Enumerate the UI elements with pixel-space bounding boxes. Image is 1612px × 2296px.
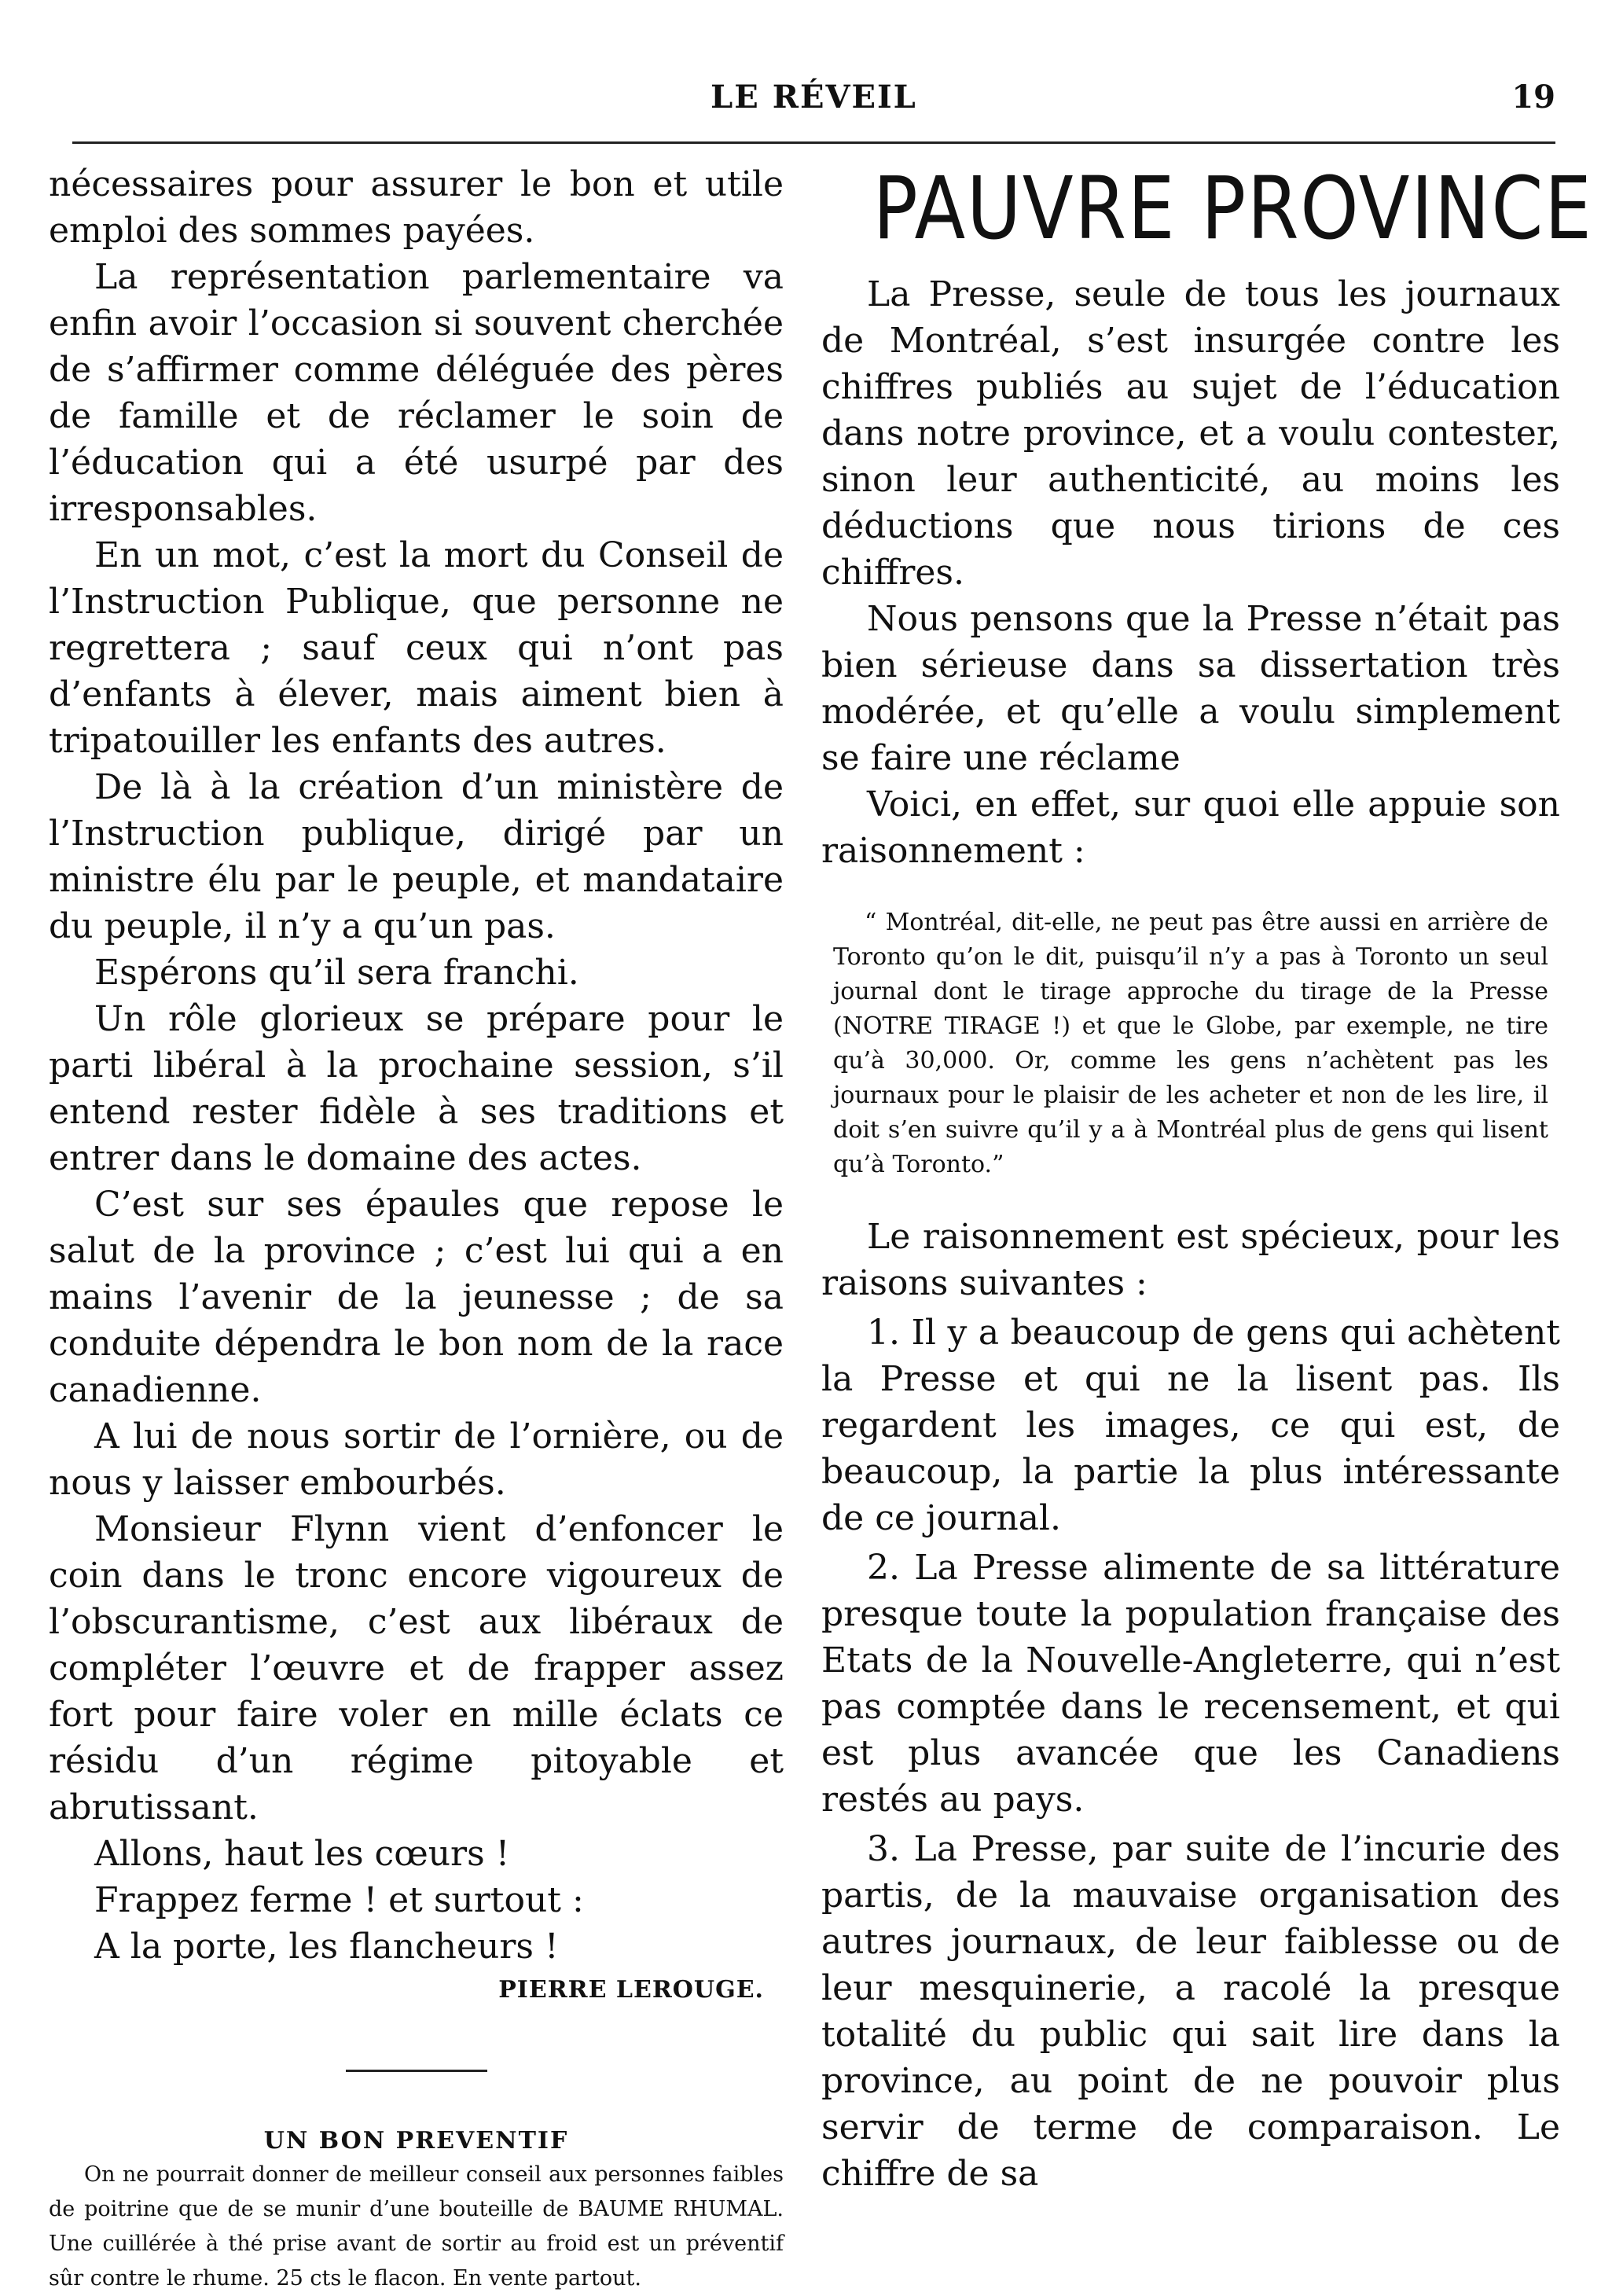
paragraph: A lui de nous sortir de l’ornière, ou de nous y laisser embourbés. — [49, 1416, 784, 1503]
paragraph: Frappez ferme ! et surtout : — [94, 1880, 584, 1920]
paragraph: Un rôle glorieux se prépare pour le parti libéral à la prochaine session, s’il entend rester fidèle à ses traditions et entrer dans le domaine des actes. — [49, 999, 784, 1178]
section-divider — [346, 2070, 487, 2072]
paragraph: nécessaires pour assurer le bon et utile emploi des sommes payées. — [49, 164, 784, 251]
paragraph: De là à la création d’un ministère de l’Instruction publique, dirigé par un ministre élu par le peuple, et mandataire du peuple, il n’y a qu’un pas. — [49, 767, 784, 946]
paragraph: La représentation parlementaire va enfin avoir l’occasion si souvent cherchée de s’affirmer comme déléguée des pères de famille et de réclamer le soin de l’éducation qui a été usurpé par des irresponsables. — [49, 257, 784, 529]
paragraph: Nous pensons que la Presse n’était pas bien sérieuse dans sa dissertation très modérée, et qu’elle a voulu simplement se faire une réclame — [821, 599, 1560, 778]
paragraph: En un mot, c’est la mort du Conseil de l’Instruction Publique, que personne ne regrettera ; sauf ceux qui n’ont pas d’enfants à élever, mais aiment bien à tripatouiller les enfants des autres. — [49, 535, 784, 761]
paragraph: 3. La Presse, par suite de l’incurie des partis, de la mauvaise organisation des autres journaux, de leur faiblesse ou de leur mesquinerie, a racolé la presque totalité du public qui sait lire dans la province, au point de ne pouvoir plus servir de terme de comparaison. Le chiffre de sa — [821, 1829, 1560, 2194]
advertisement-text: On ne pourrait donner de meilleur conseil aux personnes faibles de poitrine que de se munir d’une bouteille de BAUME RHUMAL. Une cuillérée à thé prise avant de sortir au froid est un préventif sûr contre le rhume. 25 cts le flacon. En vente partout. — [49, 2162, 784, 2290]
newspaper-title: LE RÉVEIL — [711, 79, 917, 116]
paragraph: Voici, en effet, sur quoi elle appuie son raisonnement : — [821, 784, 1560, 871]
paragraph: C’est sur ses épaules que repose le salut de la province ; c’est lui qui a en mains l’avenir de la jeunesse ; de sa conduite dépendra le bon nom de la race canadienne. — [49, 1185, 784, 1410]
block-quote: “ Montréal, dit-elle, ne peut pas être aussi en arrière de Toronto qu’on le dit, puisqu’il n’y a pas à Toronto un seul journal dont le tirage approche du tirage de la Presse (NOTRE TIRAGE !) et que le Globe, par exemple, ne tire qu’à 30,000. Or, comme les gens n’achètent pas les journaux pour le plaisir de les acheter et non de les lire, il doit s’en suivre qu’il y a à Montréal plus de gens qui lisent qu’à Toronto.” — [833, 909, 1548, 1178]
paragraph: Allons, haut les cœurs ! — [94, 1834, 510, 1874]
paragraph: Monsieur Flynn vient d’enfoncer le coin dans le tronc encore vigoureux de l’obscurantisme, c’est aux libéraux de compléter l’œuvre et de frapper assez fort pour faire voler en mille éclats ce résidu d’un régime pitoyable et abrutissant. — [49, 1509, 784, 1828]
article-headline: PAUVRE PROVINCE — [872, 158, 1593, 259]
author-signature: PIERRE LEROUGE. — [498, 1976, 764, 2004]
page-header — [72, 79, 1555, 126]
paragraph: Espérons qu’il sera franchi. — [94, 953, 579, 993]
header-rule — [72, 141, 1555, 144]
advertisement-title: UN BON PREVENTIF — [263, 2127, 569, 2155]
page-number: 19 — [1511, 79, 1555, 116]
paragraph: 1. Il y a beaucoup de gens qui achètent la Presse et qui ne la lisent pas. Ils regardent les images, ce qui est, de beaucoup, la partie la plus intéressante de ce journal. — [821, 1313, 1560, 1538]
right-column — [821, 158, 1593, 2197]
paragraph: La Presse, seule de tous les journaux de Montréal, s’est insurgée contre les chiffres publiés au sujet de l’éducation dans notre province, et a voulu contester, sinon leur authenticité, au moins les déductions que nous tirions de ces chiffres. — [821, 274, 1560, 593]
paragraph: 2. La Presse alimente de sa littérature presque toute la population française des Etats de la Nouvelle-Angleterre, qui n’est pas comptée dans le recensement, et qui est plus avancée que les Canadiens restés au pays. — [821, 1548, 1560, 1820]
paragraph: Le raisonnement est spécieux, pour les raisons suivantes : — [821, 1217, 1560, 1303]
paragraph: A la porte, les flancheurs ! — [94, 1927, 559, 1967]
left-column — [49, 161, 784, 2296]
